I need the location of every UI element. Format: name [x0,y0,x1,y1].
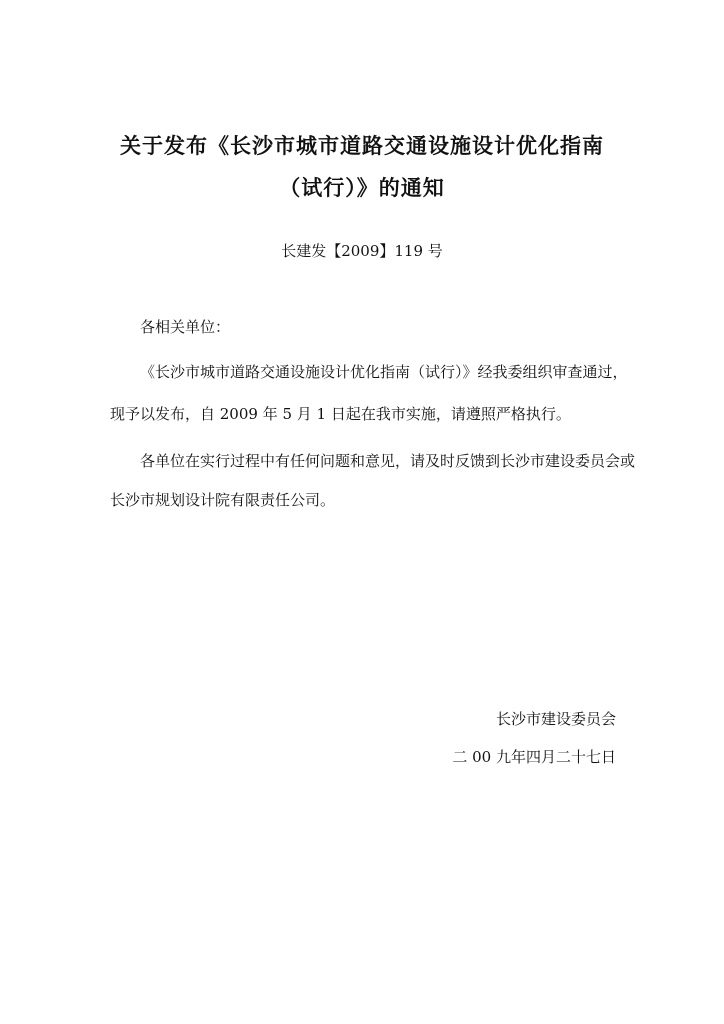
signature-date: 二 00 九年四月二十七日 [452,748,616,766]
paragraph1-line2: 现予以发布，自 2009 年 5 月 1 日起在我市实施，请遵照严格执行。 [110,405,571,423]
signature-organization: 长沙市建设委员会 [495,710,616,728]
document-title-line2: （试行）》的通知 [279,176,445,200]
document-number: 长建发【2009】119 号 [281,242,443,260]
paragraph2-line1: 各单位在实行过程中有任何问题和意见，请及时反馈到长沙市建设委员会或 [140,452,636,470]
salutation: 各相关单位： [140,318,231,336]
paragraph1-line1: 《长沙市城市道路交通设施设计优化指南（试行）》经我委组织审查通过， [140,363,628,381]
document-title-line1: 关于发布《长沙市城市道路交通设施设计优化指南 [120,134,604,158]
paragraph2-line2: 长沙市规划设计院有限责任公司。 [110,491,336,509]
